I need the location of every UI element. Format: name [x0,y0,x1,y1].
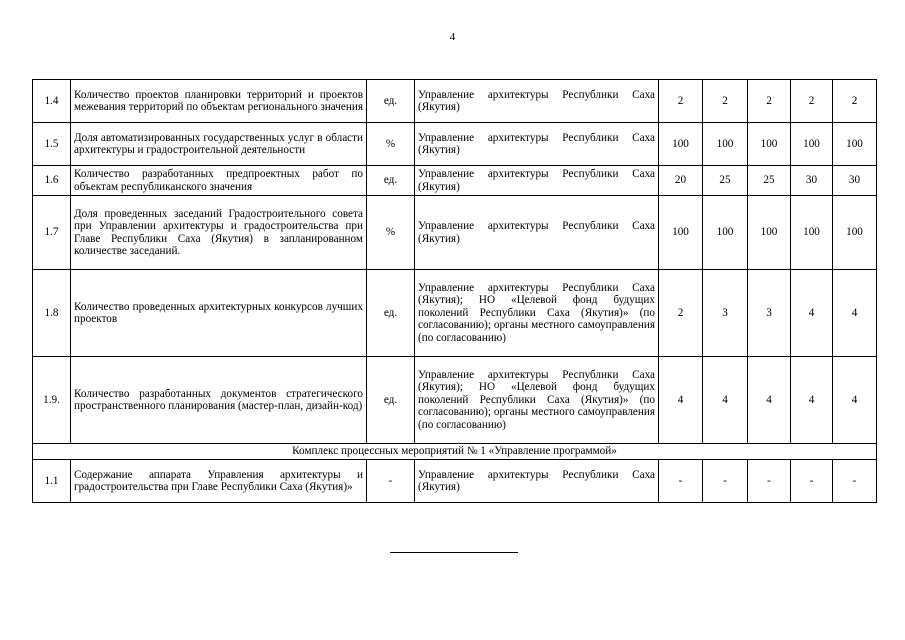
table-row [33,196,877,270]
value-cell: - [703,460,748,503]
table-row [33,123,877,166]
indicator-name-cell: Доля проведенных заседаний Градостроительного совета при Управлении архитектуры и градостроительства при Главе Республики Саха (Якутия) в запланированном количестве заседаний. [71,196,367,270]
responsible-org-cell: Управление архитектуры Республики Саха (Якутия) [415,166,659,196]
unit-cell: ед. [367,357,415,444]
value-cell: - [748,460,791,503]
value-cell: 25 [748,166,791,196]
value-cell: 4 [659,357,703,444]
responsible-org-cell: Управление архитектуры Республики Саха (Якутия); НО «Целевой фонд будущих поколений Республики Саха (Якутия)» (по согласованию); органы местного самоуправления (по согласованию) [415,357,659,444]
section-row [33,444,877,460]
table-row [33,357,877,444]
row-number-cell: 1.8 [33,270,71,357]
row-number-cell: 1.5 [33,123,71,166]
bottom-rule [390,552,518,553]
indicator-name-cell: Количество проектов планировки территорий и проектов межевания территорий по объектам регионального значения [71,80,367,123]
value-cell: 2 [833,80,877,123]
value-cell: 100 [833,123,877,166]
value-cell: - [659,460,703,503]
value-cell: - [791,460,833,503]
value-cell: 30 [833,166,877,196]
value-cell: 30 [791,166,833,196]
row-number-cell: 1.1 [33,460,71,503]
unit-cell: % [367,196,415,270]
value-cell: 25 [703,166,748,196]
value-cell: 100 [791,196,833,270]
value-cell: 100 [791,123,833,166]
value-cell: 100 [703,196,748,270]
responsible-org-cell: Управление архитектуры Республики Саха (Якутия); НО «Целевой фонд будущих поколений Республики Саха (Якутия)» (по согласованию); органы местного самоуправления (по согласованию) [415,270,659,357]
value-cell: 20 [659,166,703,196]
value-cell: 100 [703,123,748,166]
value-cell: 4 [833,270,877,357]
value-cell: 100 [833,196,877,270]
value-cell: 2 [703,80,748,123]
unit-cell: ед. [367,80,415,123]
value-cell: 100 [659,196,703,270]
row-number-cell: 1.4 [33,80,71,123]
indicator-name-cell: Количество проведенных архитектурных конкурсов лучших проектов [71,270,367,357]
indicators-table [32,79,877,503]
section-title: Комплекс процессных мероприятий № 1 «Управление программой» [33,444,877,460]
value-cell: - [833,460,877,503]
row-number-cell: 1.6 [33,166,71,196]
table-row [33,166,877,196]
table-row [33,460,877,503]
unit-cell: ед. [367,270,415,357]
row-number-cell: 1.9. [33,357,71,444]
value-cell: 2 [748,80,791,123]
indicator-name-cell: Содержание аппарата Управления архитектуры и градостроительства при Главе Республики Саха (Якутия)» [71,460,367,503]
responsible-org-cell: Управление архитектуры Республики Саха (Якутия) [415,123,659,166]
table-row [33,270,877,357]
responsible-org-cell: Управление архитектуры Республики Саха (Якутия) [415,196,659,270]
value-cell: 4 [833,357,877,444]
value-cell: 4 [791,357,833,444]
value-cell: 2 [659,270,703,357]
unit-cell: % [367,123,415,166]
indicator-name-cell: Количество разработанных предпроектных работ по объектам республиканского значения [71,166,367,196]
responsible-org-cell: Управление архитектуры Республики Саха (Якутия) [415,80,659,123]
value-cell: 3 [748,270,791,357]
indicator-name-cell: Количество разработанных документов стратегического пространственного планирования (мастер-план, дизайн-код) [71,357,367,444]
value-cell: 2 [659,80,703,123]
page-number: 4 [449,31,456,43]
indicator-name-cell: Доля автоматизированных государственных услуг в области архитектуры и градостроительной деятельности [71,123,367,166]
table-row [33,80,877,123]
value-cell: 100 [748,196,791,270]
unit-cell: ед. [367,166,415,196]
value-cell: 4 [791,270,833,357]
value-cell: 4 [748,357,791,444]
value-cell: 100 [659,123,703,166]
value-cell: 2 [791,80,833,123]
value-cell: 100 [748,123,791,166]
value-cell: 4 [703,357,748,444]
responsible-org-cell: Управление архитектуры Республики Саха (Якутия) [415,460,659,503]
value-cell: 3 [703,270,748,357]
unit-cell: - [367,460,415,503]
row-number-cell: 1.7 [33,196,71,270]
